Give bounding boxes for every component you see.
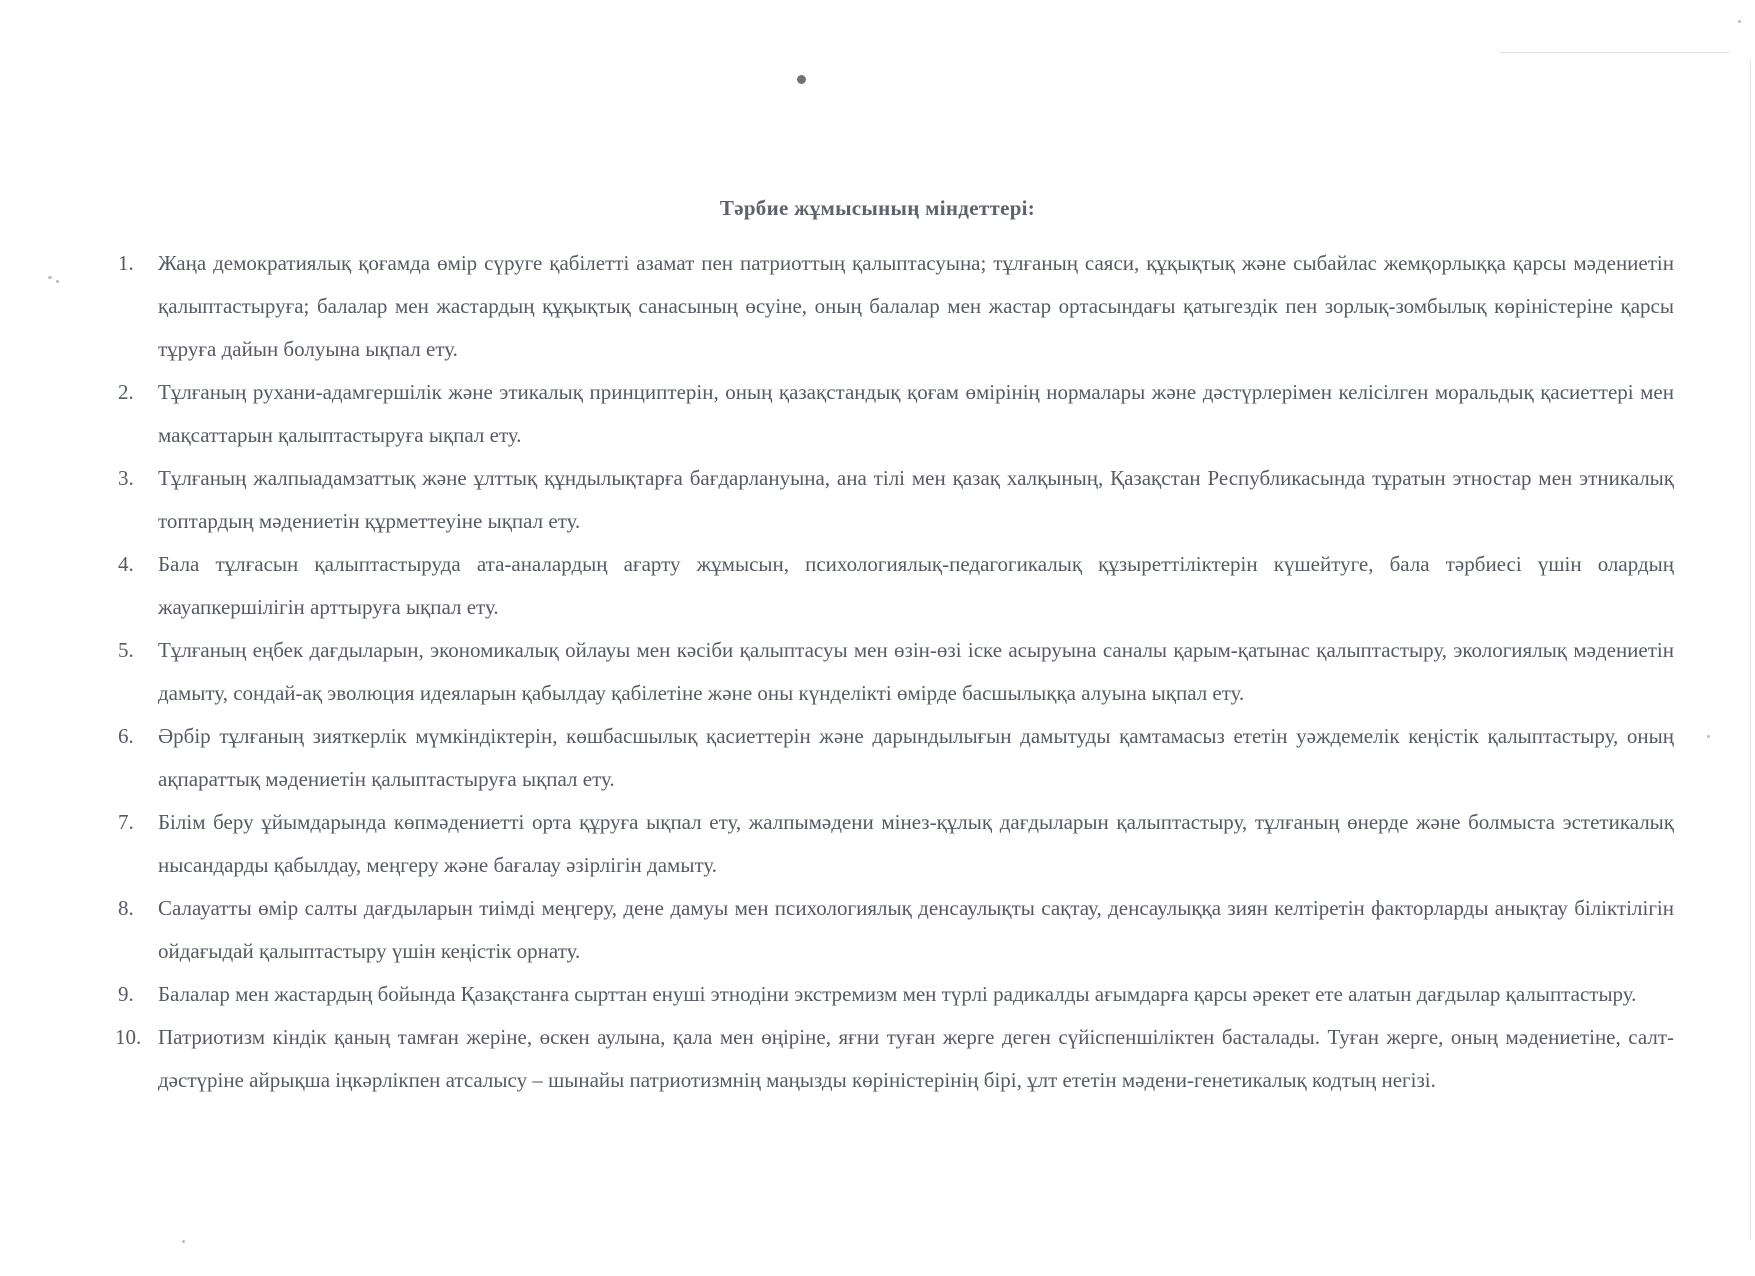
scan-line: [1750, 60, 1751, 1240]
list-item: [118, 887, 1674, 973]
scan-speck: [48, 276, 52, 279]
list-item: [118, 715, 1674, 801]
item-number: 9.: [118, 982, 134, 1006]
item-text: Тұлғаның еңбек дағдыларын, экономикалық ойлауы мен кәсіби қалыптасуы мен өзін-өзі іске асыруына саналы қарым-қатынас қалыптастыру, экологиялық мәдениетін дамыту, сондай-ақ эволюция идеяларын қабылдау қабілетіне және оны күнделікті өмірде басшылыққа алуына ықпал ету.: [158, 638, 1674, 705]
item-number: 3.: [118, 466, 134, 490]
list-item: [118, 801, 1674, 887]
item-text: Әрбір тұлғаның зияткерлік мүмкіндіктерін, көшбасшылық қасиеттерін және дарындылығын дамытуды қамтамасыз ететін уәждемелік кеңістік қалыптастыру, оның ақпараттық мәдениетін қалыптастыруға ықпал ету.: [158, 724, 1674, 791]
list-item: [118, 457, 1674, 543]
document-title: Тәрбие жұмысының міндеттері:: [719, 196, 1036, 220]
list-item: [118, 371, 1674, 457]
item-number: 10.: [115, 1025, 142, 1049]
scan-speck: [182, 1240, 185, 1243]
item-number: 6.: [118, 724, 134, 748]
item-text: Бала тұлғасын қалыптастыруда ата-аналардың ағарту жұмысын, психологиялық-педагогикалық құзыреттіліктерін күшейтуге, бала тәрбиесі үшін олардың жауапкершілігін арттыруға ықпал ету.: [158, 552, 1674, 619]
item-text: Жаңа демократиялық қоғамда өмір сүруге қабілетті азамат пен патриоттың қалыптасуына; тұлғаның саяси, құқықтық және сыбайлас жемқорлыққа қарсы мәдениетін қалыптастыруға; балалар мен жастардың құқықтық санасының өсуіне, оның балалар мен жастар ортасындағы қатыгездік пен зорлық-зомбылық көріністеріне қарсы тұруға дайын болуына ықпал ету.: [158, 251, 1674, 361]
item-number: 1.: [118, 251, 134, 275]
list-item: [115, 1016, 1674, 1102]
scan-speck: [56, 280, 59, 283]
list-item: [118, 629, 1674, 715]
item-number: 8.: [118, 896, 134, 920]
list-item: [118, 973, 1674, 1016]
punch-hole-dot: [797, 75, 806, 84]
list-item: [118, 543, 1674, 629]
item-text: Тұлғаның рухани-адамгершілік және этикалық принциптерін, оның қазақстандық қоғам өмірінің нормалары және дәстүрлерімен келісілген моральдық қасиеттері мен мақсаттарын қалыптастыруға ықпал ету.: [158, 380, 1674, 447]
item-number: 7.: [118, 810, 134, 834]
scan-speck: [1707, 735, 1710, 738]
task-list: [115, 242, 1674, 1102]
item-number: 4.: [118, 552, 134, 576]
item-text: Білім беру ұйымдарында көпмәдениетті орта құруға ықпал ету, жалпымәдени мінез-құлық дағдыларын қалыптастыру, тұлғаның өнерде және болмыста эстетикалық нысандарды қабылдау, меңгеру және бағалау әзірлігін дамыту.: [158, 810, 1674, 877]
scan-speck: [1738, 20, 1741, 23]
item-text: Патриотизм кіндік қаның тамған жеріне, өскен аулына, қала мен өңіріне, яғни туған жерге деген сүйіспеншіліктен басталады. Туған жерге, оның мәдениетіне, салт-дәстүріне айрықша іңкәрлікпен атсалысу – шынайы патриотизмнің маңызды көріністерінің бірі, ұлт ететін мәдени-генетикалық кодтың негізі.: [158, 1025, 1674, 1092]
list-item: [118, 242, 1674, 371]
item-text: Салауатты өмір салты дағдыларын тиімді меңгеру, дене дамуы мен психологиялық денсаулықты сақтау, денсаулыққа зиян келтіретін факторларды анықтау біліктілігін ойдағыдай қалыптастыру үшін кеңістік орнату.: [158, 896, 1674, 963]
item-number: 5.: [118, 638, 134, 662]
scan-line: [1500, 52, 1730, 53]
item-text: Балалар мен жастардың бойында Қазақстанға сырттан енуші этнодіни экстремизм мен түрлі радикалды ағымдарға қарсы әрекет ете алатын дағдылар қалыптастыру.: [158, 982, 1637, 1006]
item-number: 2.: [118, 380, 134, 404]
item-text: Тұлғаның жалпыадамзаттық және ұлттық құндылықтарға бағдарлануына, ана тілі мен қазақ халқының, Қазақстан Республикасында тұратын этностар мен этникалық топтардың мәдениетін құрметтеуіне ықпал ету.: [158, 466, 1674, 533]
